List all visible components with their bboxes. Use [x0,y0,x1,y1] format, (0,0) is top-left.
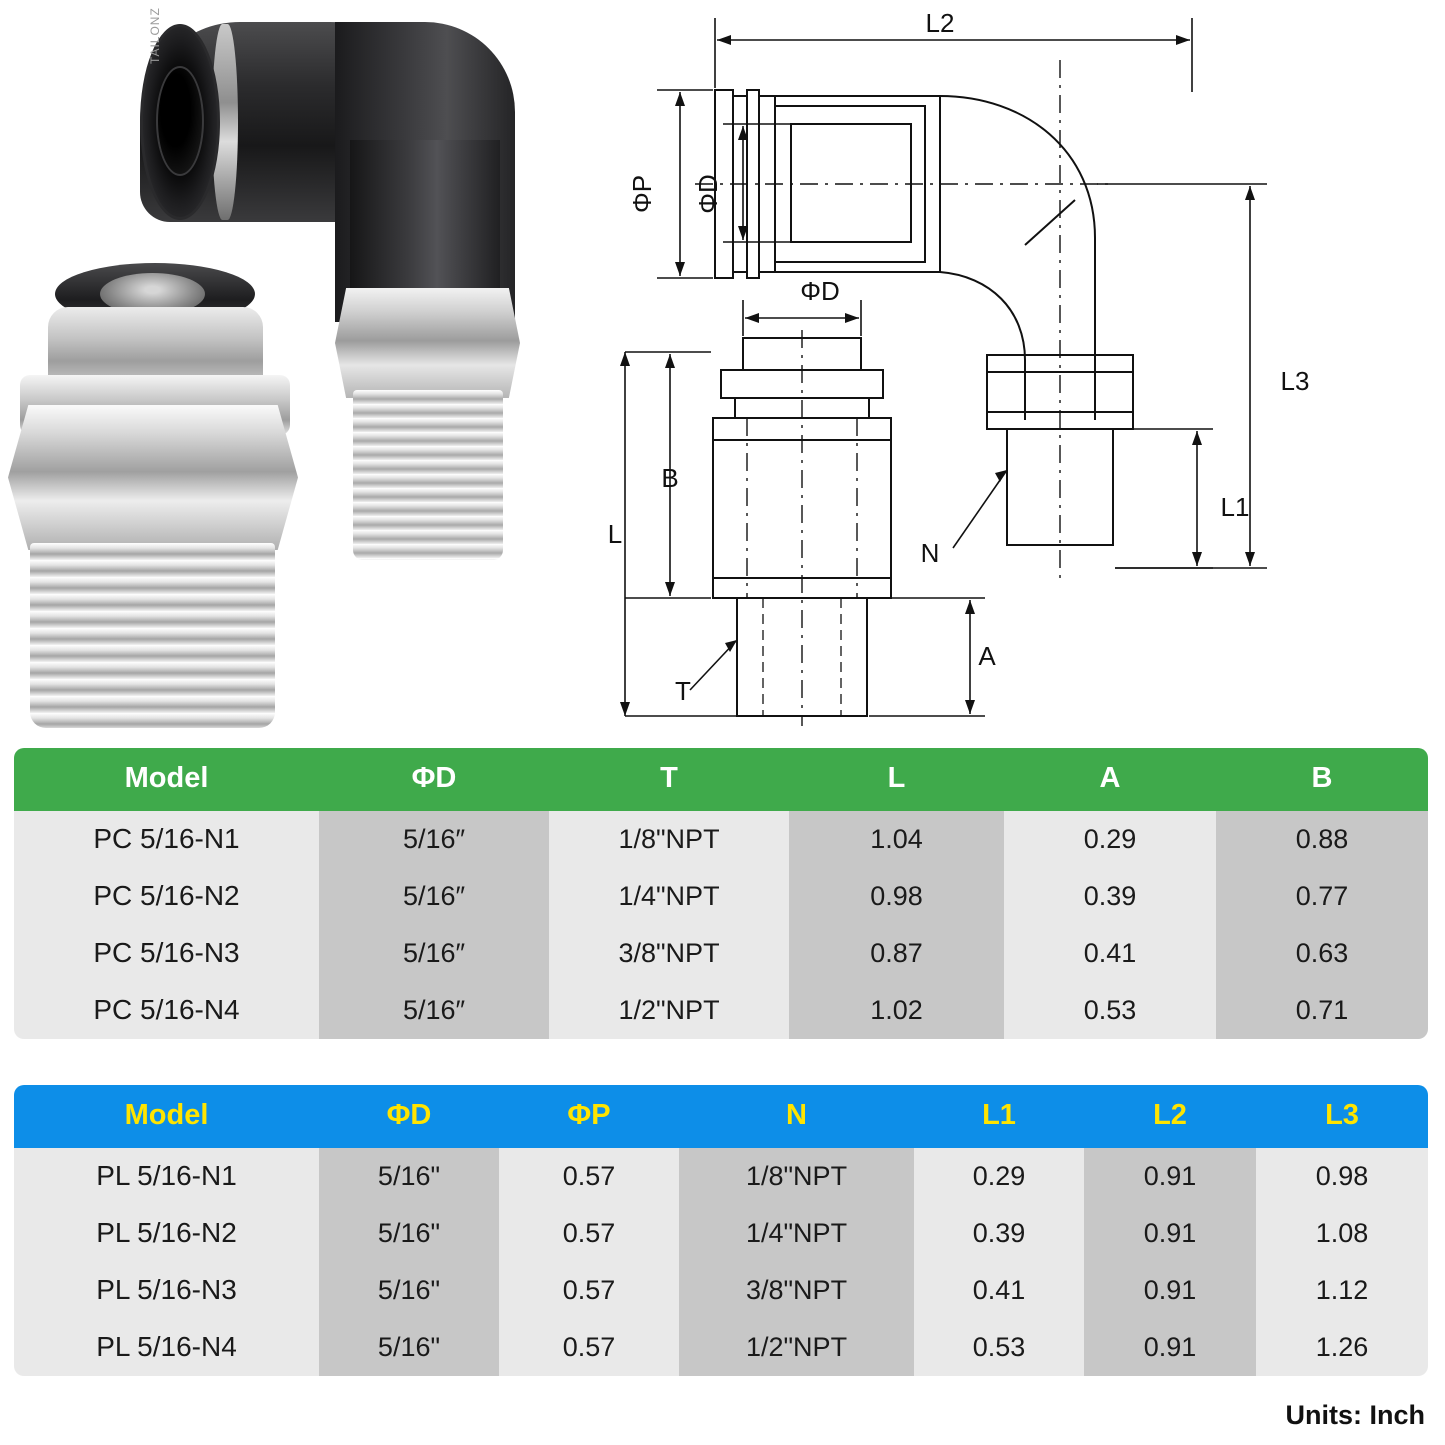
pc-header-phid: ΦD [411,762,457,794]
pc-r0-l: 1.04 [789,811,1004,868]
technical-drawings [595,0,1445,740]
pc-table-body [14,811,1428,1039]
pl-r1-n: 1/4"NPT [679,1205,914,1262]
pc-header-row [14,748,1428,811]
table-row [14,925,1428,982]
product-photo [0,0,600,730]
pc-r3-a: 0.53 [1004,982,1216,1039]
straight-fitting-photo [0,255,330,725]
pc-r1-t: 1/4"NPT [549,868,789,925]
pc-spec-table-wrap [14,748,1428,1039]
pl-table-body [14,1148,1428,1376]
pc-header-model: Model [124,762,209,794]
pl-r2-model: PL 5/16-N3 [14,1262,319,1319]
pc-r0-phid: 5/16″ [319,811,549,868]
pl-r1-model: PL 5/16-N2 [14,1205,319,1262]
pc-r0-model: PC 5/16-N1 [14,811,319,868]
label-phid-elbow: ΦD [693,174,723,214]
pl-r1-l3: 1.08 [1256,1205,1428,1262]
elbow-dwg-corner-hatch [1025,200,1075,245]
pc-r0-b: 0.88 [1216,811,1428,868]
pl-r3-l1: 0.53 [914,1319,1084,1376]
pl-header-l2: L2 [1153,1099,1187,1131]
pc-header-b: B [1311,762,1333,794]
pc-r1-b: 0.77 [1216,868,1428,925]
table-row [14,1262,1428,1319]
pl-r2-phid: 5/16" [319,1262,499,1319]
table-row [14,811,1428,868]
pl-r0-l1: 0.29 [914,1148,1084,1205]
pc-header-t: T [660,762,678,794]
brand-label: TAILONZ [148,7,162,64]
straight-npt-thread [30,543,275,728]
label-l2: L2 [925,8,955,38]
pl-table-head [14,1085,1428,1148]
pc-r3-l: 1.02 [789,982,1004,1039]
pc-r2-b: 0.63 [1216,925,1428,982]
elbow-dwg-inner-curve [940,272,1025,420]
pc-r2-t: 3/8"NPT [549,925,789,982]
pl-r3-phip: 0.57 [499,1319,679,1376]
pl-r2-phip: 0.57 [499,1262,679,1319]
pl-r3-n: 1/2"NPT [679,1319,914,1376]
label-t: T [675,676,691,706]
elbow-hex-nut [335,288,520,398]
table-row [14,1205,1428,1262]
label-l: L [607,519,623,549]
pl-header-l1: L1 [982,1099,1016,1131]
elbow-npt-thread [353,390,503,560]
label-phip: ΦP [627,174,657,214]
pl-header-row [14,1085,1428,1148]
pl-r2-l2: 0.91 [1084,1262,1256,1319]
pl-r0-phid: 5/16" [319,1148,499,1205]
pl-r0-phip: 0.57 [499,1148,679,1205]
pl-r3-l3: 1.26 [1256,1319,1428,1376]
pl-r3-model: PL 5/16-N4 [14,1319,319,1376]
drawings-svg [595,0,1445,740]
label-n: N [920,538,940,568]
pl-r2-l1: 0.41 [914,1262,1084,1319]
pc-r1-model: PC 5/16-N2 [14,868,319,925]
label-a: A [978,641,996,671]
pc-r1-l: 0.98 [789,868,1004,925]
pl-r0-model: PL 5/16-N1 [14,1148,319,1205]
pl-header-l3: L3 [1325,1099,1359,1131]
pc-table-head [14,748,1428,811]
pl-r1-l2: 0.91 [1084,1205,1256,1262]
pc-r2-a: 0.41 [1004,925,1216,982]
label-b: B [661,463,679,493]
pl-header-phid: ΦD [386,1099,432,1131]
pc-r1-a: 0.39 [1004,868,1216,925]
pc-r0-a: 0.29 [1004,811,1216,868]
label-l1: L1 [1220,492,1250,522]
pc-r2-l: 0.87 [789,925,1004,982]
pl-r3-phid: 5/16" [319,1319,499,1376]
pl-r1-l1: 0.39 [914,1205,1084,1262]
pl-spec-table [14,1085,1428,1376]
pc-r2-model: PC 5/16-N3 [14,925,319,982]
table-row [14,982,1428,1039]
pc-r0-t: 1/8"NPT [549,811,789,868]
pc-r3-phid: 5/16″ [319,982,549,1039]
pl-r2-l3: 1.12 [1256,1262,1428,1319]
pc-r1-phid: 5/16″ [319,868,549,925]
pc-r3-t: 1/2"NPT [549,982,789,1039]
straight-hex-nut [8,405,298,550]
elbow-dwg-leader-n [953,470,1007,548]
label-l3: L3 [1280,366,1310,396]
pc-spec-table [14,748,1428,1039]
table-row [14,868,1428,925]
pl-header-n: N [786,1099,807,1131]
elbow-dwg-inner-bore [791,124,911,242]
pl-header-model: Model [124,1099,209,1131]
pl-header-phip: ΦP [567,1099,611,1131]
pc-r3-b: 0.71 [1216,982,1428,1039]
pl-r0-n: 1/8"NPT [679,1148,914,1205]
pc-header-a: A [1099,762,1121,794]
pl-r1-phip: 0.57 [499,1205,679,1262]
pl-r1-phid: 5/16" [319,1205,499,1262]
pl-r0-l3: 0.98 [1256,1148,1428,1205]
pl-r3-l2: 0.91 [1084,1319,1256,1376]
units-note: Units: Inch [1285,1400,1425,1430]
pc-r2-phid: 5/16″ [319,925,549,982]
pc-r3-model: PC 5/16-N4 [14,982,319,1039]
pl-spec-table-wrap [14,1085,1428,1376]
pl-r2-n: 3/8"NPT [679,1262,914,1319]
table-row [14,1148,1428,1205]
pl-r0-l2: 0.91 [1084,1148,1256,1205]
elbow-port-bore [156,66,204,176]
pc-header-l: L [887,762,906,794]
table-row [14,1319,1428,1376]
label-phid-straight: ΦD [800,276,840,306]
